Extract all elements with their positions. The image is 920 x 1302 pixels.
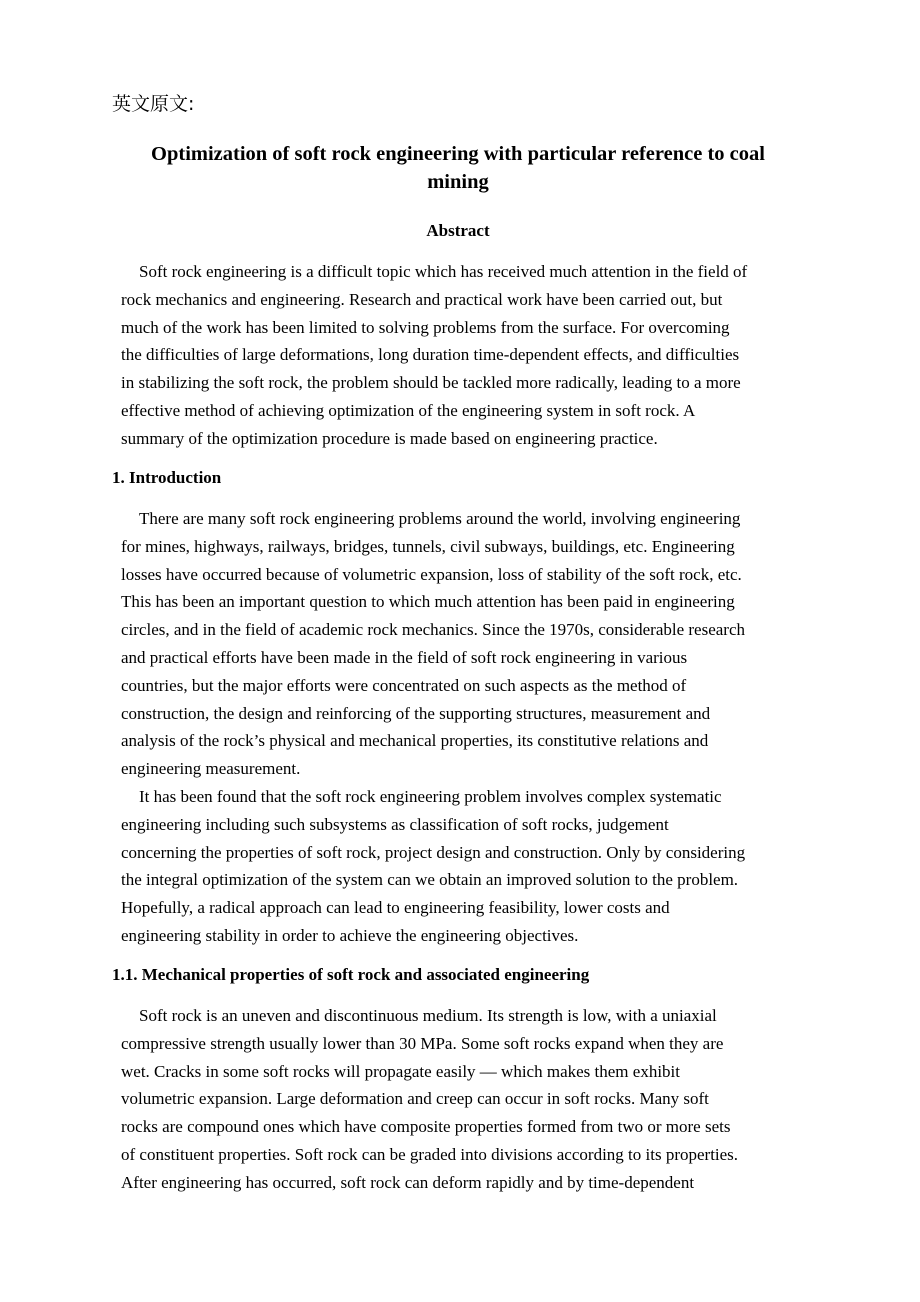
mechanical-properties-paragraph xyxy=(121,1002,811,1197)
text-line: There are many soft rock engineering problems around the world, involving engineering xyxy=(139,509,741,528)
text-line: Soft rock is an uneven and discontinuous medium. Its strength is low, with a uniaxial xyxy=(139,1006,717,1025)
section-heading-mechanical-properties: 1.1. Mechanical properties of soft rock and associated engineering xyxy=(112,965,590,984)
abstract-heading: Abstract xyxy=(426,221,490,240)
text-line: of constituent properties. Soft rock can be graded into divisions according to its properties. xyxy=(121,1144,739,1164)
text-line: summary of the optimization procedure is made based on engineering practice. xyxy=(121,428,658,448)
text-line: engineering stability in order to achieve the engineering objectives. xyxy=(121,925,579,945)
text-line: engineering including such subsystems as classification of soft rocks, judgement xyxy=(121,814,669,834)
text-line: and practical efforts have been made in the field of soft rock engineering in various xyxy=(121,647,688,667)
paper-title-line-1: Optimization of soft rock engineering with particular reference to coal xyxy=(151,143,765,165)
paper-title-line-2: mining xyxy=(427,171,489,193)
text-line: analysis of the rock’s physical and mechanical properties, its constitutive relations and xyxy=(121,731,709,751)
original-text-label: 英文原文: xyxy=(112,93,195,115)
text-line: losses have occurred because of volumetric expansion, loss of stability of the soft rock, etc. xyxy=(121,564,742,584)
text-line: This has been an important question to which much attention has been paid in engineering xyxy=(121,592,735,612)
text-line: wet. Cracks in some soft rocks will propagate easily — which makes them exhibit xyxy=(121,1061,680,1081)
introduction-paragraph-1 xyxy=(121,505,811,783)
text-line: compressive strength usually lower than 30 MPa. Some soft rocks expand when they are xyxy=(121,1033,724,1053)
text-line: much of the work has been limited to solving problems from the surface. For overcoming xyxy=(121,317,730,337)
text-line: Hopefully, a radical approach can lead to engineering feasibility, lower costs and xyxy=(121,898,670,918)
text-line: the integral optimization of the system can we obtain an improved solution to the problem. xyxy=(121,870,739,890)
text-line: the difficulties of large deformations, long duration time-dependent effects, and difficulties xyxy=(121,345,740,365)
text-line: concerning the properties of soft rock, project design and construction. Only by considering xyxy=(121,842,746,862)
introduction-paragraph-2 xyxy=(121,783,811,950)
paper-title xyxy=(110,140,806,196)
text-line: countries, but the major efforts were concentrated on such aspects as the method of xyxy=(121,675,687,695)
text-line: in stabilizing the soft rock, the problem should be tackled more radically, leading to a more xyxy=(121,373,741,393)
text-line: Soft rock engineering is a difficult topic which has received much attention in the field of xyxy=(139,262,748,281)
text-line: It has been found that the soft rock engineering problem involves complex systematic xyxy=(139,787,722,806)
text-line: construction, the design and reinforcing of the supporting structures, measurement and xyxy=(121,703,711,723)
text-line: After engineering has occurred, soft rock can deform rapidly and by time-dependent xyxy=(121,1172,695,1192)
text-line: volumetric expansion. Large deformation and creep can occur in soft rocks. Many soft xyxy=(121,1089,709,1109)
text-line: engineering measurement. xyxy=(121,759,301,779)
text-line: effective method of achieving optimization of the engineering system in soft rock. A xyxy=(121,400,696,420)
text-line: rocks are compound ones which have composite properties formed from two or more sets xyxy=(121,1117,731,1137)
text-line: for mines, highways, railways, bridges, tunnels, civil subways, buildings, etc. Engineering xyxy=(121,536,735,556)
section-heading-introduction: 1. Introduction xyxy=(112,468,222,487)
abstract-paragraph xyxy=(121,258,811,453)
text-line: rock mechanics and engineering. Research and practical work have been carried out, but xyxy=(121,289,723,309)
text-line: circles, and in the field of academic rock mechanics. Since the 1970s, considerable research xyxy=(121,620,746,640)
